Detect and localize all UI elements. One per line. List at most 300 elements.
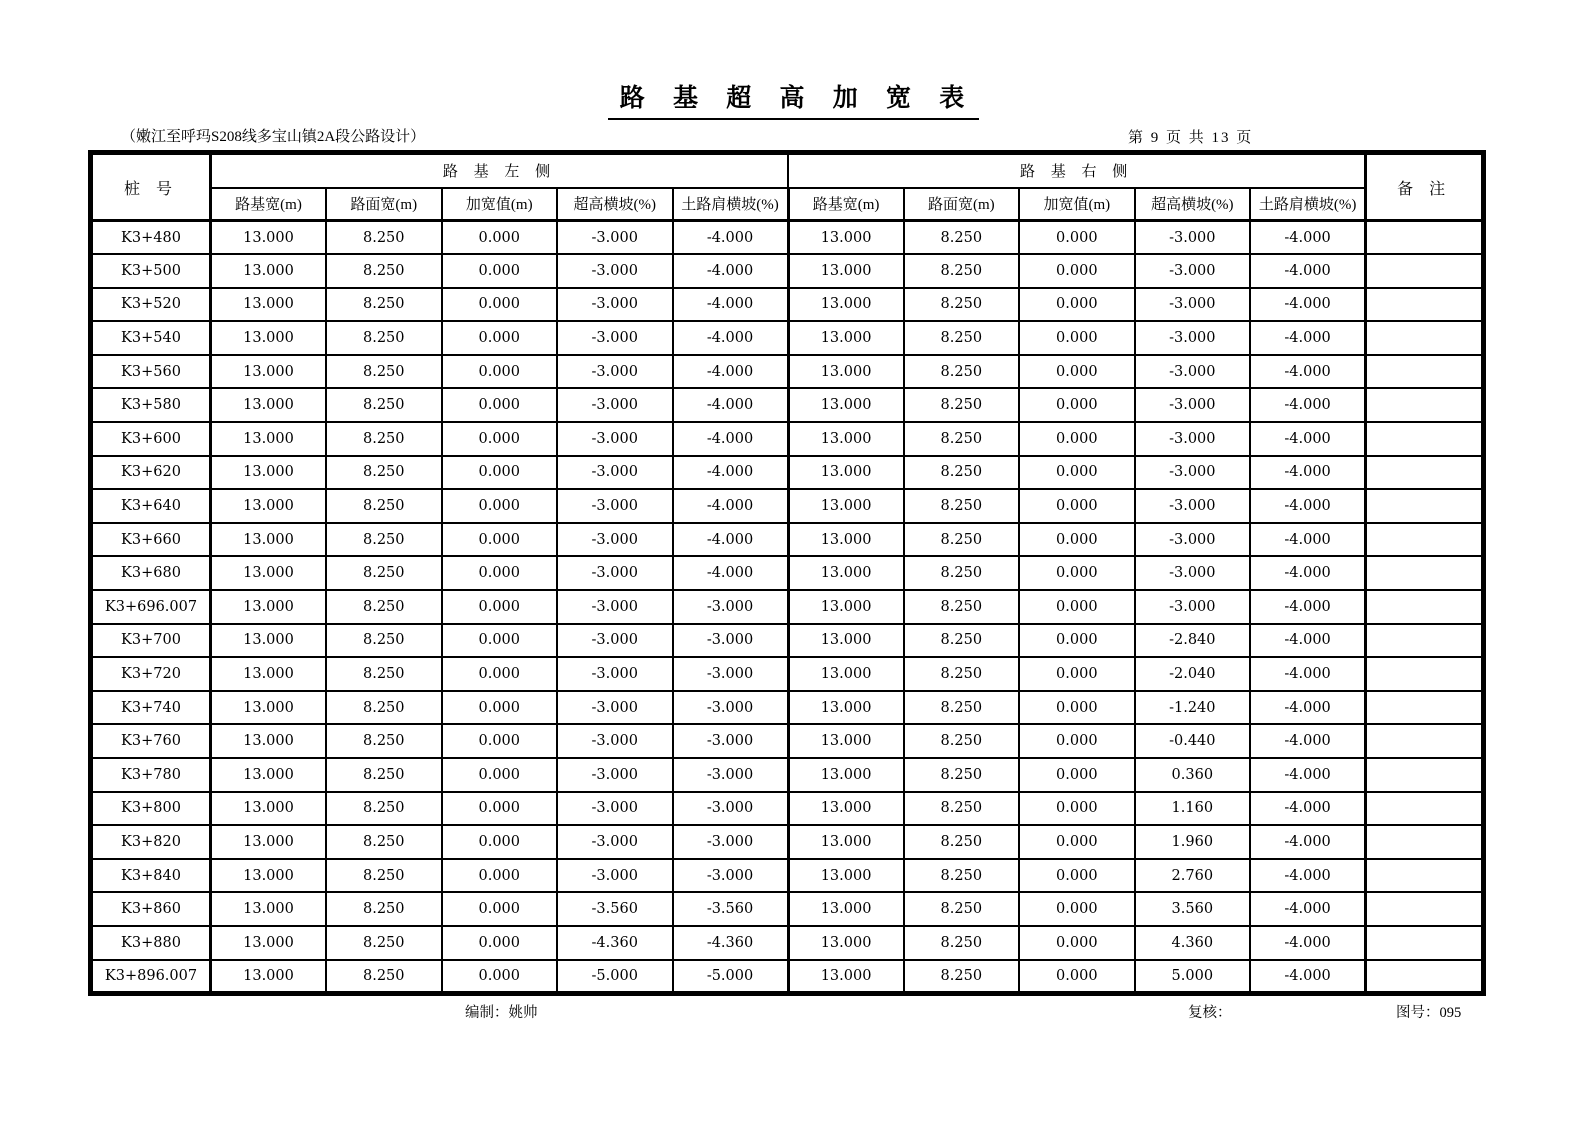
table-row: [91, 825, 1484, 859]
right-shoulder-slope-cell: -4.000: [1250, 892, 1366, 926]
project-subtitle: （嫩江至呼玛S208线多宝山镇2A段公路设计）: [121, 129, 426, 145]
table-row: [91, 624, 1484, 658]
right-superelevation-slope-cell: 1.960: [1135, 825, 1251, 859]
right-superelevation-slope-cell: -3.000: [1135, 422, 1251, 456]
left-widening-value-cell: 0.000: [442, 221, 558, 255]
left-superelevation-slope-cell: -3.000: [557, 489, 673, 523]
right-roadbed-width-cell: 13.000: [788, 624, 904, 658]
stake-number-cell: K3+696.007: [91, 590, 211, 624]
left-pavement-width-cell: 8.250: [326, 724, 442, 758]
stake-number-cell: K3+680: [91, 556, 211, 590]
right-superelevation-slope-header: 超高横坡(%): [1135, 188, 1251, 221]
right-roadbed-width-cell: 13.000: [788, 254, 904, 288]
right-superelevation-slope-cell: 5.000: [1135, 960, 1251, 994]
left-shoulder-slope-cell: -3.000: [673, 792, 789, 826]
right-superelevation-slope-cell: -2.040: [1135, 657, 1251, 691]
remark-cell: [1366, 624, 1484, 658]
stake-number-cell: K3+896.007: [91, 960, 211, 994]
left-pavement-width-cell: 8.250: [326, 624, 442, 658]
left-roadbed-width-cell: 13.000: [211, 456, 327, 490]
right-widening-value-cell: 0.000: [1019, 321, 1135, 355]
left-roadbed-width-header: 路基宽(m): [211, 188, 327, 221]
right-superelevation-slope-cell: 3.560: [1135, 892, 1251, 926]
left-superelevation-slope-cell: -3.000: [557, 792, 673, 826]
remark-cell: [1366, 254, 1484, 288]
right-widening-value-cell: 0.000: [1019, 624, 1135, 658]
right-roadbed-width-cell: 13.000: [788, 288, 904, 322]
right-widening-value-cell: 0.000: [1019, 489, 1135, 523]
right-widening-value-cell: 0.000: [1019, 288, 1135, 322]
remark-cell: [1366, 321, 1484, 355]
right-superelevation-slope-cell: -3.000: [1135, 590, 1251, 624]
right-pavement-width-cell: 8.250: [904, 657, 1020, 691]
drawing-number-label: 图号：095: [1396, 1005, 1462, 1021]
right-shoulder-slope-cell: -4.000: [1250, 926, 1366, 960]
left-superelevation-slope-cell: -4.360: [557, 926, 673, 960]
right-pavement-width-cell: 8.250: [904, 859, 1020, 893]
left-superelevation-slope-cell: -5.000: [557, 960, 673, 994]
remark-cell: [1366, 926, 1484, 960]
table-row: [91, 724, 1484, 758]
left-shoulder-slope-header: 土路肩横坡(%): [673, 188, 789, 221]
remark-cell: [1366, 724, 1484, 758]
left-widening-value-cell: 0.000: [442, 422, 558, 456]
left-superelevation-slope-cell: -3.000: [557, 859, 673, 893]
left-widening-value-cell: 0.000: [442, 657, 558, 691]
left-roadbed-width-cell: 13.000: [211, 624, 327, 658]
right-widening-value-header: 加宽值(m): [1019, 188, 1135, 221]
left-roadbed-width-cell: 13.000: [211, 355, 327, 389]
remark-cell: [1366, 590, 1484, 624]
left-widening-value-cell: 0.000: [442, 321, 558, 355]
left-widening-value-cell: 0.000: [442, 825, 558, 859]
left-shoulder-slope-cell: -4.000: [673, 221, 789, 255]
right-superelevation-slope-cell: -3.000: [1135, 556, 1251, 590]
left-shoulder-slope-cell: -3.000: [673, 624, 789, 658]
right-roadbed-width-cell: 13.000: [788, 960, 904, 994]
table-body: [91, 221, 1484, 994]
remark-cell: [1366, 859, 1484, 893]
table-row: [91, 355, 1484, 389]
table-row: [91, 926, 1484, 960]
left-pavement-width-cell: 8.250: [326, 960, 442, 994]
left-shoulder-slope-cell: -3.000: [673, 691, 789, 725]
left-shoulder-slope-cell: -4.000: [673, 254, 789, 288]
left-shoulder-slope-cell: -3.000: [673, 859, 789, 893]
right-widening-value-cell: 0.000: [1019, 926, 1135, 960]
table-row: [91, 792, 1484, 826]
table-row: [91, 489, 1484, 523]
right-roadbed-width-cell: 13.000: [788, 523, 904, 557]
stake-number-cell: K3+620: [91, 456, 211, 490]
stake-number-header: 桩 号: [91, 153, 211, 221]
right-widening-value-cell: 0.000: [1019, 388, 1135, 422]
left-pavement-width-cell: 8.250: [326, 825, 442, 859]
right-superelevation-slope-cell: 0.360: [1135, 758, 1251, 792]
left-superelevation-slope-cell: -3.000: [557, 355, 673, 389]
left-roadbed-width-cell: 13.000: [211, 422, 327, 456]
right-shoulder-slope-header: 土路肩横坡(%): [1250, 188, 1366, 221]
stake-number-cell: K3+640: [91, 489, 211, 523]
left-roadbed-width-cell: 13.000: [211, 758, 327, 792]
right-shoulder-slope-cell: -4.000: [1250, 254, 1366, 288]
table-row: [91, 960, 1484, 994]
remark-cell: [1366, 556, 1484, 590]
table-row: [91, 288, 1484, 322]
left-superelevation-slope-cell: -3.000: [557, 758, 673, 792]
left-widening-value-cell: 0.000: [442, 926, 558, 960]
left-shoulder-slope-cell: -4.360: [673, 926, 789, 960]
left-pavement-width-cell: 8.250: [326, 489, 442, 523]
stake-number-cell: K3+840: [91, 859, 211, 893]
stake-number-cell: K3+660: [91, 523, 211, 557]
stake-number-cell: K3+600: [91, 422, 211, 456]
right-superelevation-slope-cell: 2.760: [1135, 859, 1251, 893]
left-pavement-width-cell: 8.250: [326, 792, 442, 826]
table-row: [91, 556, 1484, 590]
right-superelevation-slope-cell: -3.000: [1135, 254, 1251, 288]
left-superelevation-slope-header: 超高横坡(%): [557, 188, 673, 221]
right-widening-value-cell: 0.000: [1019, 691, 1135, 725]
right-shoulder-slope-cell: -4.000: [1250, 590, 1366, 624]
right-shoulder-slope-cell: -4.000: [1250, 321, 1366, 355]
right-superelevation-slope-cell: -0.440: [1135, 724, 1251, 758]
right-pavement-width-cell: 8.250: [904, 489, 1020, 523]
right-widening-value-cell: 0.000: [1019, 422, 1135, 456]
left-superelevation-slope-cell: -3.000: [557, 422, 673, 456]
left-pavement-width-cell: 8.250: [326, 321, 442, 355]
page-title-text: 路 基 超 高 加 宽 表: [608, 78, 980, 120]
right-pavement-width-cell: 8.250: [904, 254, 1020, 288]
left-superelevation-slope-cell: -3.560: [557, 892, 673, 926]
left-pavement-width-cell: 8.250: [326, 758, 442, 792]
right-shoulder-slope-cell: -4.000: [1250, 456, 1366, 490]
stake-number-cell: K3+540: [91, 321, 211, 355]
left-roadbed-width-cell: 13.000: [211, 590, 327, 624]
remark-cell: [1366, 288, 1484, 322]
right-widening-value-cell: 0.000: [1019, 892, 1135, 926]
stake-number-cell: K3+480: [91, 221, 211, 255]
stake-number-cell: K3+820: [91, 825, 211, 859]
right-widening-value-cell: 0.000: [1019, 825, 1135, 859]
left-superelevation-slope-cell: -3.000: [557, 624, 673, 658]
left-widening-value-cell: 0.000: [442, 456, 558, 490]
table-row: [91, 758, 1484, 792]
right-roadbed-width-cell: 13.000: [788, 556, 904, 590]
left-roadbed-width-cell: 13.000: [211, 321, 327, 355]
remark-cell: [1366, 657, 1484, 691]
left-pavement-width-cell: 8.250: [326, 556, 442, 590]
left-side-group-header: 路 基 左 侧: [211, 153, 789, 188]
table-row: [91, 590, 1484, 624]
right-pavement-width-cell: 8.250: [904, 321, 1020, 355]
right-pavement-width-cell: 8.250: [904, 792, 1020, 826]
left-shoulder-slope-cell: -3.000: [673, 657, 789, 691]
left-superelevation-slope-cell: -3.000: [557, 523, 673, 557]
remark-cell: [1366, 792, 1484, 826]
table-row: [91, 221, 1484, 255]
left-widening-value-cell: 0.000: [442, 523, 558, 557]
right-roadbed-width-cell: 13.000: [788, 792, 904, 826]
checker-label: 复核：: [1188, 1005, 1232, 1021]
right-roadbed-width-cell: 13.000: [788, 456, 904, 490]
right-roadbed-width-cell: 13.000: [788, 825, 904, 859]
right-shoulder-slope-cell: -4.000: [1250, 691, 1366, 725]
remark-cell: [1366, 758, 1484, 792]
left-pavement-width-cell: 8.250: [326, 926, 442, 960]
left-pavement-width-cell: 8.250: [326, 254, 442, 288]
stake-number-cell: K3+780: [91, 758, 211, 792]
left-pavement-width-cell: 8.250: [326, 388, 442, 422]
right-roadbed-width-cell: 13.000: [788, 221, 904, 255]
left-roadbed-width-cell: 13.000: [211, 724, 327, 758]
remark-cell: [1366, 825, 1484, 859]
right-roadbed-width-cell: 13.000: [788, 657, 904, 691]
left-widening-value-cell: 0.000: [442, 892, 558, 926]
right-pavement-width-cell: 8.250: [904, 624, 1020, 658]
right-pavement-width-cell: 8.250: [904, 288, 1020, 322]
left-shoulder-slope-cell: -3.000: [673, 825, 789, 859]
left-pavement-width-cell: 8.250: [326, 523, 442, 557]
right-pavement-width-cell: 8.250: [904, 926, 1020, 960]
right-superelevation-slope-cell: -3.000: [1135, 288, 1251, 322]
left-superelevation-slope-cell: -3.000: [557, 456, 673, 490]
remark-cell: [1366, 355, 1484, 389]
right-roadbed-width-cell: 13.000: [788, 590, 904, 624]
right-roadbed-width-cell: 13.000: [788, 859, 904, 893]
right-pavement-width-cell: 8.250: [904, 758, 1020, 792]
header-sub-row: [91, 188, 1484, 221]
table-row: [91, 657, 1484, 691]
right-widening-value-cell: 0.000: [1019, 758, 1135, 792]
table-row: [91, 892, 1484, 926]
right-pavement-width-cell: 8.250: [904, 556, 1020, 590]
right-widening-value-cell: 0.000: [1019, 792, 1135, 826]
left-pavement-width-cell: 8.250: [326, 422, 442, 456]
right-shoulder-slope-cell: -4.000: [1250, 624, 1366, 658]
stake-number-cell: K3+520: [91, 288, 211, 322]
right-superelevation-slope-cell: -3.000: [1135, 456, 1251, 490]
left-superelevation-slope-cell: -3.000: [557, 221, 673, 255]
left-superelevation-slope-cell: -3.000: [557, 288, 673, 322]
table-row: [91, 691, 1484, 725]
left-roadbed-width-cell: 13.000: [211, 254, 327, 288]
left-roadbed-width-cell: 13.000: [211, 960, 327, 994]
stake-number-cell: K3+880: [91, 926, 211, 960]
left-superelevation-slope-cell: -3.000: [557, 657, 673, 691]
right-shoulder-slope-cell: -4.000: [1250, 792, 1366, 826]
left-widening-value-cell: 0.000: [442, 590, 558, 624]
left-widening-value-cell: 0.000: [442, 792, 558, 826]
right-pavement-width-cell: 8.250: [904, 590, 1020, 624]
page-title: [0, 78, 1587, 120]
right-shoulder-slope-cell: -4.000: [1250, 724, 1366, 758]
left-roadbed-width-cell: 13.000: [211, 221, 327, 255]
left-pavement-width-header: 路面宽(m): [326, 188, 442, 221]
left-superelevation-slope-cell: -3.000: [557, 825, 673, 859]
right-widening-value-cell: 0.000: [1019, 960, 1135, 994]
right-shoulder-slope-cell: -4.000: [1250, 657, 1366, 691]
left-roadbed-width-cell: 13.000: [211, 556, 327, 590]
left-shoulder-slope-cell: -4.000: [673, 489, 789, 523]
right-roadbed-width-cell: 13.000: [788, 758, 904, 792]
right-pavement-width-cell: 8.250: [904, 355, 1020, 389]
left-widening-value-cell: 0.000: [442, 355, 558, 389]
stake-number-cell: K3+800: [91, 792, 211, 826]
left-widening-value-cell: 0.000: [442, 288, 558, 322]
stake-number-cell: K3+860: [91, 892, 211, 926]
left-roadbed-width-cell: 13.000: [211, 388, 327, 422]
right-side-group-header: 路 基 右 侧: [788, 153, 1366, 188]
right-roadbed-width-header: 路基宽(m): [788, 188, 904, 221]
right-shoulder-slope-cell: -4.000: [1250, 489, 1366, 523]
left-roadbed-width-cell: 13.000: [211, 691, 327, 725]
right-widening-value-cell: 0.000: [1019, 456, 1135, 490]
left-superelevation-slope-cell: -3.000: [557, 724, 673, 758]
right-roadbed-width-cell: 13.000: [788, 926, 904, 960]
left-shoulder-slope-cell: -4.000: [673, 556, 789, 590]
remark-cell: [1366, 422, 1484, 456]
stake-number-cell: K3+720: [91, 657, 211, 691]
right-widening-value-cell: 0.000: [1019, 859, 1135, 893]
right-shoulder-slope-cell: -4.000: [1250, 221, 1366, 255]
right-pavement-width-cell: 8.250: [904, 724, 1020, 758]
right-widening-value-cell: 0.000: [1019, 355, 1135, 389]
header-group-row: [91, 153, 1484, 188]
stake-number-cell: K3+740: [91, 691, 211, 725]
right-superelevation-slope-cell: -3.000: [1135, 355, 1251, 389]
left-widening-value-cell: 0.000: [442, 254, 558, 288]
right-pavement-width-cell: 8.250: [904, 691, 1020, 725]
left-shoulder-slope-cell: -5.000: [673, 960, 789, 994]
left-superelevation-slope-cell: -3.000: [557, 254, 673, 288]
remark-cell: [1366, 388, 1484, 422]
table-row: [91, 321, 1484, 355]
left-widening-value-cell: 0.000: [442, 691, 558, 725]
left-superelevation-slope-cell: -3.000: [557, 321, 673, 355]
table-row: [91, 456, 1484, 490]
right-pavement-width-cell: 8.250: [904, 825, 1020, 859]
left-roadbed-width-cell: 13.000: [211, 825, 327, 859]
left-roadbed-width-cell: 13.000: [211, 489, 327, 523]
right-superelevation-slope-cell: 4.360: [1135, 926, 1251, 960]
table-header: [91, 153, 1484, 221]
right-shoulder-slope-cell: -4.000: [1250, 960, 1366, 994]
left-shoulder-slope-cell: -4.000: [673, 388, 789, 422]
left-shoulder-slope-cell: -4.000: [673, 422, 789, 456]
table-row: [91, 254, 1484, 288]
left-pavement-width-cell: 8.250: [326, 691, 442, 725]
left-widening-value-cell: 0.000: [442, 859, 558, 893]
stake-number-cell: K3+560: [91, 355, 211, 389]
right-widening-value-cell: 0.000: [1019, 556, 1135, 590]
left-roadbed-width-cell: 13.000: [211, 926, 327, 960]
left-pavement-width-cell: 8.250: [326, 859, 442, 893]
right-widening-value-cell: 0.000: [1019, 523, 1135, 557]
right-roadbed-width-cell: 13.000: [788, 422, 904, 456]
left-superelevation-slope-cell: -3.000: [557, 590, 673, 624]
right-roadbed-width-cell: 13.000: [788, 724, 904, 758]
left-roadbed-width-cell: 13.000: [211, 523, 327, 557]
right-pavement-width-cell: 8.250: [904, 221, 1020, 255]
left-pavement-width-cell: 8.250: [326, 288, 442, 322]
stake-number-cell: K3+580: [91, 388, 211, 422]
left-pavement-width-cell: 8.250: [326, 590, 442, 624]
right-shoulder-slope-cell: -4.000: [1250, 758, 1366, 792]
remark-cell: [1366, 523, 1484, 557]
right-widening-value-cell: 0.000: [1019, 254, 1135, 288]
left-roadbed-width-cell: 13.000: [211, 792, 327, 826]
left-superelevation-slope-cell: -3.000: [557, 388, 673, 422]
compiler-label: 编制：姚帅: [465, 1005, 538, 1021]
table-row: [91, 523, 1484, 557]
remark-header: 备 注: [1366, 153, 1484, 221]
remark-cell: [1366, 892, 1484, 926]
right-widening-value-cell: 0.000: [1019, 221, 1135, 255]
right-shoulder-slope-cell: -4.000: [1250, 859, 1366, 893]
right-superelevation-slope-cell: 1.160: [1135, 792, 1251, 826]
left-roadbed-width-cell: 13.000: [211, 859, 327, 893]
table-row: [91, 388, 1484, 422]
left-widening-value-cell: 0.000: [442, 556, 558, 590]
left-superelevation-slope-cell: -3.000: [557, 556, 673, 590]
left-pavement-width-cell: 8.250: [326, 355, 442, 389]
left-shoulder-slope-cell: -3.000: [673, 724, 789, 758]
right-roadbed-width-cell: 13.000: [788, 691, 904, 725]
left-widening-value-cell: 0.000: [442, 960, 558, 994]
remark-cell: [1366, 456, 1484, 490]
right-pavement-width-header: 路面宽(m): [904, 188, 1020, 221]
right-pavement-width-cell: 8.250: [904, 960, 1020, 994]
right-pavement-width-cell: 8.250: [904, 456, 1020, 490]
right-superelevation-slope-cell: -3.000: [1135, 388, 1251, 422]
table-row: [91, 859, 1484, 893]
left-roadbed-width-cell: 13.000: [211, 657, 327, 691]
stake-number-cell: K3+760: [91, 724, 211, 758]
remark-cell: [1366, 691, 1484, 725]
left-roadbed-width-cell: 13.000: [211, 892, 327, 926]
right-superelevation-slope-cell: -3.000: [1135, 489, 1251, 523]
left-roadbed-width-cell: 13.000: [211, 288, 327, 322]
right-widening-value-cell: 0.000: [1019, 724, 1135, 758]
right-pavement-width-cell: 8.250: [904, 892, 1020, 926]
right-widening-value-cell: 0.000: [1019, 590, 1135, 624]
right-shoulder-slope-cell: -4.000: [1250, 288, 1366, 322]
left-shoulder-slope-cell: -4.000: [673, 456, 789, 490]
stake-number-cell: K3+700: [91, 624, 211, 658]
right-roadbed-width-cell: 13.000: [788, 321, 904, 355]
left-widening-value-header: 加宽值(m): [442, 188, 558, 221]
right-shoulder-slope-cell: -4.000: [1250, 825, 1366, 859]
right-roadbed-width-cell: 13.000: [788, 388, 904, 422]
left-pavement-width-cell: 8.250: [326, 221, 442, 255]
remark-cell: [1366, 489, 1484, 523]
left-superelevation-slope-cell: -3.000: [557, 691, 673, 725]
left-pavement-width-cell: 8.250: [326, 892, 442, 926]
left-widening-value-cell: 0.000: [442, 724, 558, 758]
left-shoulder-slope-cell: -4.000: [673, 355, 789, 389]
right-shoulder-slope-cell: -4.000: [1250, 355, 1366, 389]
right-pavement-width-cell: 8.250: [904, 388, 1020, 422]
left-widening-value-cell: 0.000: [442, 489, 558, 523]
right-shoulder-slope-cell: -4.000: [1250, 388, 1366, 422]
left-shoulder-slope-cell: -3.560: [673, 892, 789, 926]
left-widening-value-cell: 0.000: [442, 758, 558, 792]
right-roadbed-width-cell: 13.000: [788, 355, 904, 389]
right-roadbed-width-cell: 13.000: [788, 489, 904, 523]
table-row: [91, 422, 1484, 456]
left-shoulder-slope-cell: -4.000: [673, 288, 789, 322]
